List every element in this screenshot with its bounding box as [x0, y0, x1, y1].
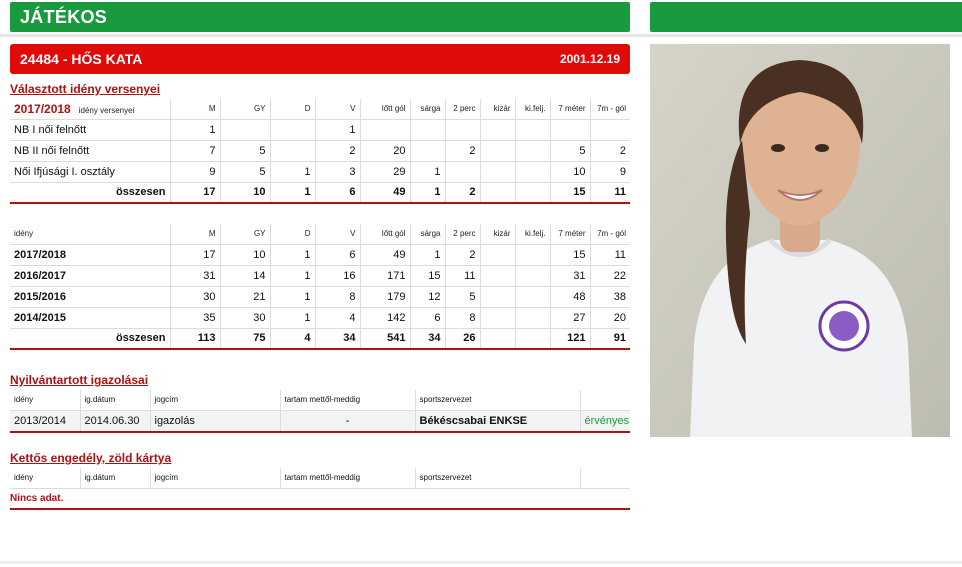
stat-cell	[410, 140, 445, 161]
stat-cell	[480, 161, 515, 182]
table-row	[10, 140, 630, 161]
season-link[interactable]: 2017/2018	[10, 244, 170, 265]
stat-cell	[480, 119, 515, 140]
col-header: sárga	[410, 99, 445, 119]
header-bar	[10, 2, 630, 32]
stat-cell: 7	[170, 140, 220, 161]
col-header: tartam mettől-meddig	[280, 390, 415, 410]
season-link[interactable]: 2014/2015	[10, 307, 170, 328]
stat-cell: 11	[445, 265, 480, 286]
total-cell: 2	[445, 182, 480, 203]
col-header	[580, 390, 630, 410]
total-cell: 541	[360, 328, 410, 349]
stat-cell	[360, 119, 410, 140]
col-header: sportszervezet	[415, 390, 580, 410]
stat-cell: 2	[445, 244, 480, 265]
total-cell: 15	[550, 182, 590, 203]
total-cell: 75	[220, 328, 270, 349]
header-bar-right	[650, 2, 962, 32]
col-header: 7 méter	[550, 99, 590, 119]
stat-cell: 1	[270, 265, 315, 286]
table-row	[10, 410, 630, 432]
col-header: M	[170, 99, 220, 119]
stat-cell	[515, 161, 550, 182]
table-row	[10, 286, 630, 307]
col-header: jogcím	[150, 468, 280, 488]
total-cell: 6	[315, 182, 360, 203]
stat-cell	[515, 244, 550, 265]
col-header: jogcím	[150, 390, 280, 410]
total-cell: 26	[445, 328, 480, 349]
stat-cell: 1	[410, 244, 445, 265]
license-type: igazolás	[150, 410, 280, 432]
stat-cell: 1	[315, 119, 360, 140]
competition-header: idény versenyei	[78, 105, 135, 115]
stat-cell	[480, 244, 515, 265]
stat-cell	[590, 119, 630, 140]
stat-cell: 29	[360, 161, 410, 182]
stat-cell	[480, 286, 515, 307]
col-header: ki.felj.	[515, 99, 550, 119]
total-cell: 113	[170, 328, 220, 349]
competition-name[interactable]: Női Ifjúsági I. osztály	[10, 161, 170, 182]
double-permit-title[interactable]: Kettős engedély, zöld kártya	[10, 451, 172, 465]
table-row	[10, 161, 630, 182]
stat-cell: 22	[590, 265, 630, 286]
stat-cell: 4	[315, 307, 360, 328]
col-header: ki.felj.	[515, 224, 550, 244]
col-header: D	[270, 99, 315, 119]
stat-cell: 5	[550, 140, 590, 161]
stat-cell: 10	[220, 244, 270, 265]
double-permit-table	[10, 468, 630, 489]
license-status: érvényes	[580, 410, 630, 432]
stat-cell: 15	[410, 265, 445, 286]
table-header	[10, 99, 630, 119]
stat-cell: 21	[220, 286, 270, 307]
stat-cell: 1	[270, 161, 315, 182]
total-cell: 17	[170, 182, 220, 203]
stat-cell	[515, 265, 550, 286]
season-label: 2017/2018	[14, 101, 71, 116]
stat-cell: 30	[220, 307, 270, 328]
col-header: D	[270, 224, 315, 244]
stat-cell: 5	[445, 286, 480, 307]
stat-cell: 20	[590, 307, 630, 328]
table-row	[10, 307, 630, 328]
stat-cell: 1	[270, 307, 315, 328]
total-row	[10, 182, 630, 203]
stat-cell: 8	[315, 286, 360, 307]
license-duration: -	[280, 410, 415, 432]
stat-cell: 1	[270, 286, 315, 307]
stat-cell	[480, 265, 515, 286]
col-header: 2 perc	[445, 99, 480, 119]
col-header: V	[315, 224, 360, 244]
stat-cell	[445, 161, 480, 182]
page-title: JÁTÉKOS	[20, 7, 108, 27]
selected-season-table	[10, 99, 630, 204]
col-header: 7 méter	[550, 224, 590, 244]
total-cell: 1	[270, 182, 315, 203]
total-cell	[480, 182, 515, 203]
stat-cell: 171	[360, 265, 410, 286]
stat-cell: 14	[220, 265, 270, 286]
player-name: 24484 - HŐS KATA	[20, 51, 143, 67]
table-header	[10, 468, 630, 488]
col-header: kizár	[480, 224, 515, 244]
col-header: GY	[220, 99, 270, 119]
total-cell: 121	[550, 328, 590, 349]
col-header: ig.dátum	[80, 468, 150, 488]
competition-name[interactable]: NB II női felnőtt	[10, 140, 170, 161]
col-header: sportszervezet	[415, 468, 580, 488]
total-cell: 34	[410, 328, 445, 349]
license-club[interactable]: Békéscsabai ENKSE	[415, 410, 580, 432]
stat-cell: 16	[315, 265, 360, 286]
stat-cell	[445, 119, 480, 140]
total-cell: 10	[220, 182, 270, 203]
license-season: 2013/2014	[10, 410, 80, 432]
licenses-title[interactable]: Nyilvántartott igazolásai	[10, 373, 149, 387]
table-header	[10, 224, 630, 244]
stat-cell: 11	[590, 244, 630, 265]
total-cell: 1	[410, 182, 445, 203]
stat-cell: 10	[550, 161, 590, 182]
stat-cell: 8	[445, 307, 480, 328]
total-cell	[480, 328, 515, 349]
player-photo-icon	[650, 44, 950, 437]
col-header	[580, 468, 630, 488]
col-header: sárga	[410, 224, 445, 244]
stat-cell	[220, 119, 270, 140]
col-header: tartam mettől-meddig	[280, 468, 415, 488]
stat-cell: 6	[410, 307, 445, 328]
stat-cell: 31	[170, 265, 220, 286]
total-cell: 4	[270, 328, 315, 349]
stat-cell: 49	[360, 244, 410, 265]
total-label: összesen	[10, 182, 170, 203]
no-data-text: Nincs adat.	[10, 492, 630, 510]
stat-cell: 38	[590, 286, 630, 307]
total-cell: 34	[315, 328, 360, 349]
table-header	[10, 390, 630, 410]
seasons-table	[10, 224, 630, 350]
stat-cell: 9	[590, 161, 630, 182]
table-row	[10, 265, 630, 286]
stat-cell	[515, 140, 550, 161]
stat-cell: 31	[550, 265, 590, 286]
col-header: ig.dátum	[80, 390, 150, 410]
header-divider	[0, 34, 962, 37]
total-cell	[515, 328, 550, 349]
total-cell: 11	[590, 182, 630, 203]
stat-cell: 20	[360, 140, 410, 161]
stat-cell: 5	[220, 140, 270, 161]
col-header: lőtt gól	[360, 224, 410, 244]
selected-season-title[interactable]: Választott idény versenyei	[10, 82, 161, 96]
licenses-table	[10, 390, 630, 433]
col-header: 2 perc	[445, 224, 480, 244]
stat-cell: 1	[270, 244, 315, 265]
col-header: GY	[220, 224, 270, 244]
total-cell: 91	[590, 328, 630, 349]
stat-cell	[410, 119, 445, 140]
stat-cell: 142	[360, 307, 410, 328]
stat-cell	[515, 119, 550, 140]
stat-cell	[515, 307, 550, 328]
stat-cell	[480, 307, 515, 328]
stat-cell	[480, 140, 515, 161]
col-header: 7m - gól	[590, 224, 630, 244]
stat-cell: 48	[550, 286, 590, 307]
stat-cell: 30	[170, 286, 220, 307]
stat-cell: 3	[315, 161, 360, 182]
season-link[interactable]: 2015/2016	[10, 286, 170, 307]
stat-cell: 2	[445, 140, 480, 161]
stat-cell: 9	[170, 161, 220, 182]
player-birth-date: 2001.12.19	[559, 52, 620, 66]
stat-cell: 27	[550, 307, 590, 328]
competition-name[interactable]: NB I női felnőtt	[10, 119, 170, 140]
table-row	[10, 244, 630, 265]
stat-cell	[515, 286, 550, 307]
stat-cell: 35	[170, 307, 220, 328]
total-cell: 49	[360, 182, 410, 203]
stat-cell	[270, 140, 315, 161]
total-row	[10, 328, 630, 349]
stat-cell: 179	[360, 286, 410, 307]
stat-cell: 12	[410, 286, 445, 307]
col-header: M	[170, 224, 220, 244]
col-header: idény	[10, 468, 80, 488]
stat-cell: 15	[550, 244, 590, 265]
col-header: idény	[10, 390, 80, 410]
season-col-header: idény	[10, 224, 170, 244]
stat-cell: 1	[410, 161, 445, 182]
stat-cell	[270, 119, 315, 140]
table-row	[10, 119, 630, 140]
col-header: 7m - gól	[590, 99, 630, 119]
total-cell	[515, 182, 550, 203]
stat-cell: 5	[220, 161, 270, 182]
stat-cell: 2	[590, 140, 630, 161]
stat-cell: 1	[170, 119, 220, 140]
col-header: kizár	[480, 99, 515, 119]
stat-cell: 6	[315, 244, 360, 265]
stat-cell: 17	[170, 244, 220, 265]
total-label: összesen	[10, 328, 170, 349]
license-date: 2014.06.30	[80, 410, 150, 432]
col-header: V	[315, 99, 360, 119]
col-header: lőtt gól	[360, 99, 410, 119]
stat-cell	[550, 119, 590, 140]
player-bar	[10, 44, 630, 74]
footer-divider	[0, 561, 962, 564]
season-link[interactable]: 2016/2017	[10, 265, 170, 286]
player-photo	[650, 44, 950, 437]
stat-cell: 2	[315, 140, 360, 161]
